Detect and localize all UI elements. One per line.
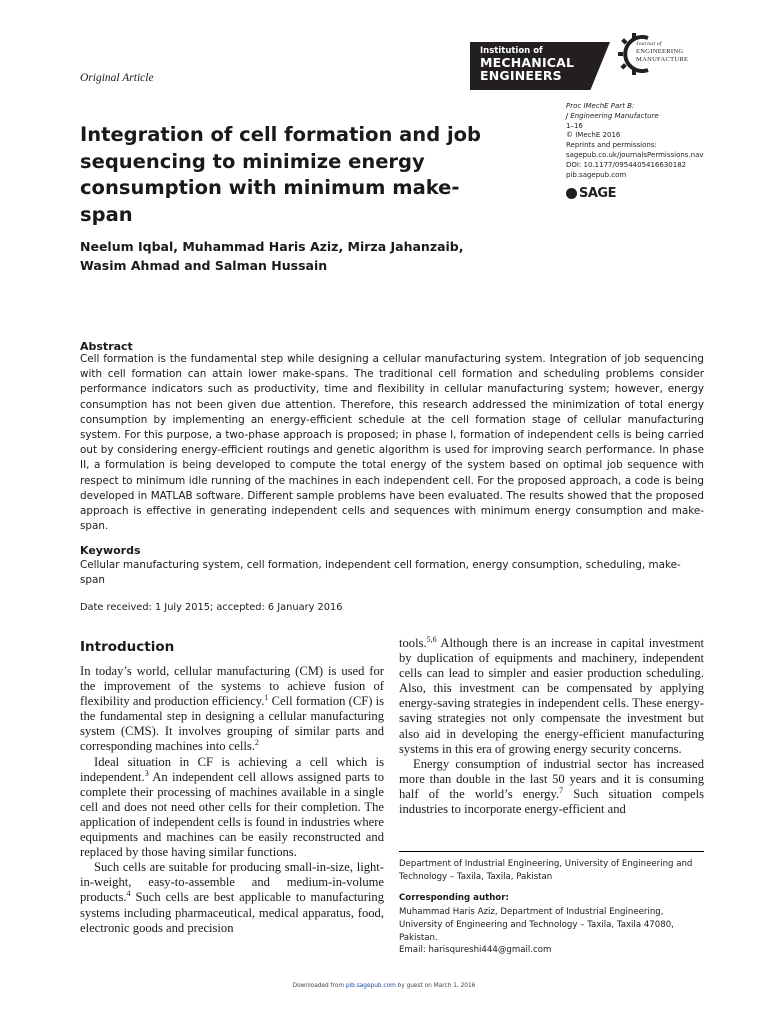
keywords-text: Cellular manufacturing system, cell formation, independent cell formation, energy consumption, scheduling, make-span <box>80 559 681 586</box>
date-received: Date received: 1 July 2015; accepted: 6 January 2016 <box>80 602 343 613</box>
corresponding-author-address: Muhammad Haris Aziz, Department of Industrial Engineering, University of Engineering and Technology – Taxila, Taxila 47080, Pakistan. <box>399 907 674 943</box>
footer-prefix: Downloaded from <box>292 983 346 989</box>
citation-ref[interactable]: 3 <box>144 768 149 778</box>
author-list <box>80 237 540 275</box>
download-footer <box>0 983 768 989</box>
meta-journal-part: Proc IMechE Part B: <box>566 102 635 110</box>
citation-ref[interactable]: 1 <box>264 693 269 702</box>
journal-logo-wordmark <box>636 40 688 64</box>
sage-disc-icon <box>566 188 577 199</box>
affiliation-text: Department of Industrial Engineering, University of Engineering and Technology – Taxila, Taxila, Pakistan <box>399 859 693 882</box>
corresponding-author-heading: Corresponding author: <box>399 893 509 903</box>
citation-ref[interactable]: 4 <box>126 889 131 899</box>
footer-suffix: by guest on March 1, 2016 <box>395 983 476 989</box>
body-column-right <box>399 636 704 817</box>
body-paragraph: Such cells are suitable for producing small-in-size, light-in-weight, easy-to-assemble and medium-in-volume products.$^4$ Such cells are best applicable to manufacturing systems including pharmaceutical, medical apparatus, food, electronic goods and precision <box>80 860 384 935</box>
journal-logo-line3: MANUFACTURE <box>636 56 689 63</box>
footer-link[interactable]: pib.sagepub.com <box>345 983 396 989</box>
citation-ref[interactable]: 7 <box>559 785 564 795</box>
corresponding-author-email[interactable]: Email: harisqureshi444@gmail.com <box>399 945 552 956</box>
meta-journal-name: J Engineering Manufacture <box>566 111 659 120</box>
journal-logo <box>620 30 710 82</box>
abstract-heading: Abstract <box>80 340 133 353</box>
body-column-left <box>80 664 384 936</box>
body-paragraph: In today’s world, cellular manufacturing (CM) is used for the improvement of the systems to achieve fusion of flexibility and production efficiency.$^1$ Cell formation (CF) is the fundamental step in designing a cellular manufacturing system (CMS). It involves grouping of similar parts and corresponding machines into cells.$^2$ <box>80 664 384 754</box>
citation-ref[interactable]: 2 <box>254 738 259 748</box>
imeche-logo <box>470 42 610 90</box>
affiliation-divider <box>399 851 704 852</box>
body-paragraph: Energy consumption of industrial sector has increased more than double in the last 50 years and it is consuming half of the world’s energy.$^7$ Such situation compels industries to incorporate energy-efficient and <box>399 756 704 817</box>
meta-copyright: © IMechE 2016 <box>566 131 621 140</box>
meta-reprints: Reprints and permissions: <box>566 141 657 150</box>
article-type-label: Original Article <box>80 72 154 84</box>
meta-doi[interactable]: DOI: 10.1177/0954405416630182 <box>566 160 687 169</box>
imeche-logo-line2: MECHANICAL <box>480 55 575 70</box>
sage-wordmark: SAGE <box>579 186 616 201</box>
meta-permissions-link[interactable]: sagepub.co.uk/journalsPermissions.nav <box>566 150 704 159</box>
citation-ref[interactable]: 5,6 <box>426 634 437 644</box>
keywords-heading: Keywords <box>80 544 141 557</box>
author-line: Neelum Iqbal, Muhammad Haris Aziz, Mirza Jahanzaib, <box>80 239 464 254</box>
sage-logo <box>566 186 616 201</box>
imeche-logo-line3: ENGINEERS <box>480 68 562 83</box>
journal-logo-line2: ENGINEERING <box>636 48 684 55</box>
abstract-text: Cell formation is the fundamental step while designing a cellular manufacturing system. Integration of job sequencing with cell formation can attain lower make-spans. The traditional cell formation and scheduling problems consider performance indicators such as productivity, time and flexibility in cellular manufacturing system; however, energy consumption has not been given due attention. Therefore, this research addressed the minimization of total energy consumption by implementing an energy-efficient schedule at the cell formation stage of cellular manufacturing system. For this purpose, a two-phase approach is proposed; in phase I, formation of independent cells is being carried out by considering energy-efficient routings and genetic algorithm is used for improving search performance. In phase II, a formulation is being developed to compute the total energy of the system based on optimal job sequence with respect to minimum idle running of the machines in each independent cell. For the proposed approach, a code is being developed in MATLAB software. Different sample problems have been evaluated. The results showed that the proposed approach is effective in generating independent cells and sequences with minimum energy consumption and make-span. <box>80 353 704 533</box>
meta-journal-url[interactable]: pib.sagepub.com <box>566 170 627 179</box>
journal-meta <box>566 102 704 180</box>
body-paragraph: Ideal situation in CF is achieving a cell which is independent.$^3$ An independent cell allows assigned parts to complete their processing of machines available in a single cell and does not need other cells for their completion. The application of independent cells is found in industries where equipments and machines can be easily reconstructed and replaced by those having similar functions. <box>80 754 384 860</box>
imeche-logo-line1: Institution of <box>480 46 543 56</box>
author-line: Wasim Ahmad and Salman Hussain <box>80 258 328 273</box>
journal-logo-line1: Journal of <box>636 41 662 47</box>
meta-pages: 1–16 <box>566 121 583 130</box>
section-heading-introduction: Introduction <box>80 639 175 655</box>
corresponding-author-details <box>399 906 704 957</box>
paper-title: Integration of cell formation and job sequencing to minimize energy consumption with minimum make-span <box>80 123 481 226</box>
body-paragraph: tools.$^{5,6}$ Although there is an increase in capital investment by duplication of equipments and machinery, independent cells can lead to simpler and easier production scheduling. Also, this investment can be compensated by applying energy-saving strategies in independent cells. These energy-saving strategies not only compensate the investment but also aid in developing the energy-efficient manufacturing systems in this era of growing energy security concerns. <box>399 634 704 756</box>
